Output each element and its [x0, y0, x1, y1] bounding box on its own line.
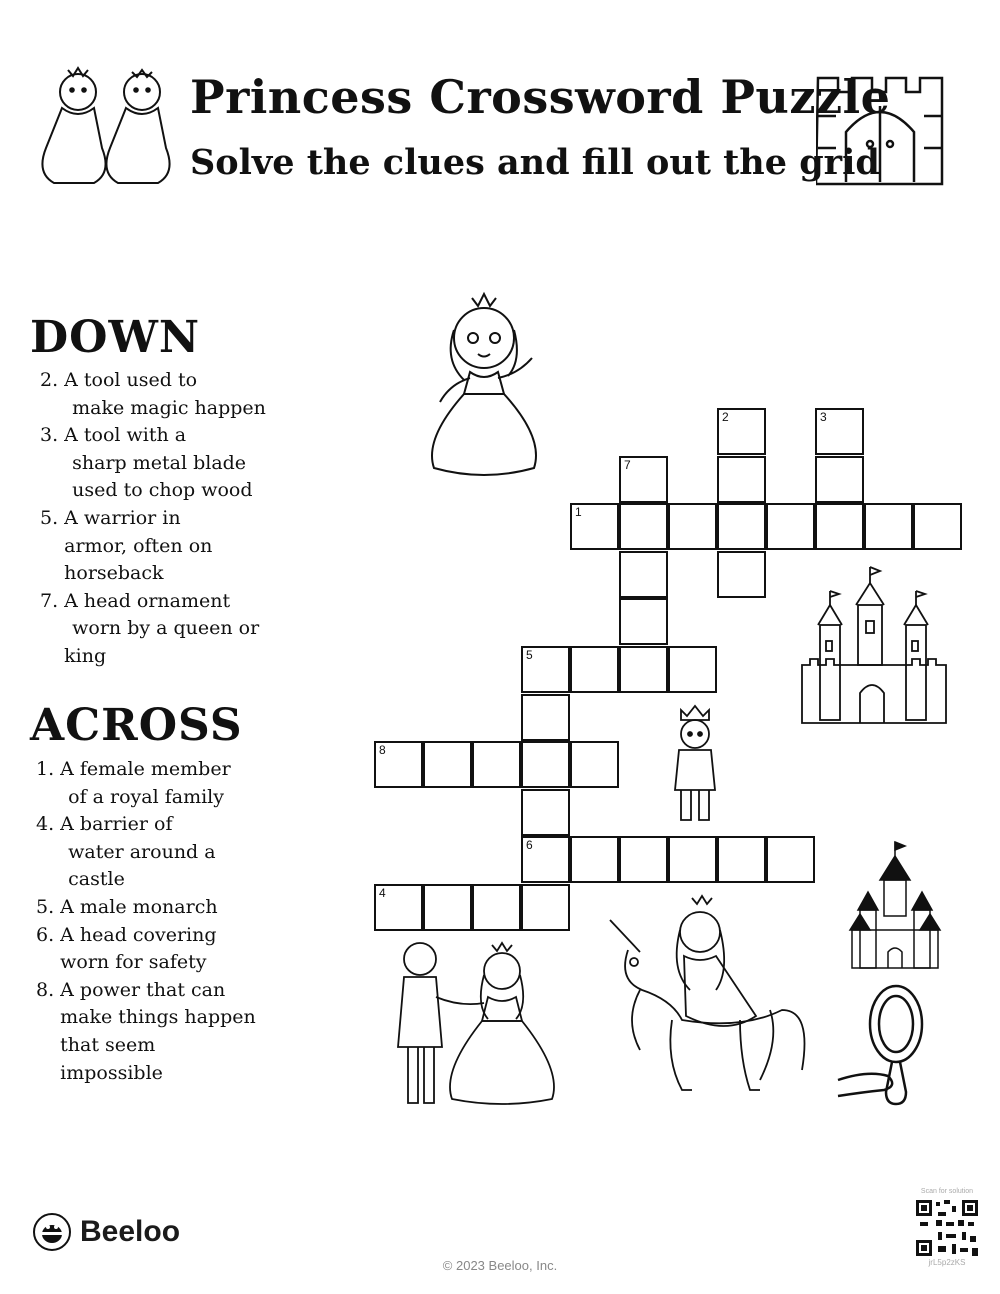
clue-text: castle	[68, 868, 125, 891]
crossword-cell[interactable]	[521, 789, 570, 836]
clue-text: horseback	[64, 562, 164, 585]
across-clue-5	[36, 894, 276, 922]
crossword-cell[interactable]	[717, 456, 766, 503]
clue-text: A warrior in	[64, 506, 181, 529]
clue-text: sharp metal blade	[72, 451, 247, 474]
across-clue-8	[36, 977, 276, 1087]
clue-text: of a royal family	[68, 785, 224, 808]
clue-number: 7.	[40, 589, 59, 612]
qr-code-id: jrL5p2zKS	[928, 1258, 966, 1267]
crossword-cell[interactable]	[668, 836, 717, 883]
crossword-cell[interactable]	[570, 741, 619, 788]
clue-text: king	[64, 644, 107, 667]
crossword-cell[interactable]	[619, 836, 668, 883]
clue-number: 1.	[36, 758, 55, 780]
down-clue-list	[40, 367, 280, 671]
crossword-cell[interactable]	[619, 646, 668, 693]
crossword-cell[interactable]	[472, 741, 521, 788]
crossword-cell[interactable]	[521, 836, 570, 883]
clue-number: 2.	[40, 369, 59, 391]
down-clue-5	[40, 505, 280, 588]
crossword-cell[interactable]	[521, 884, 570, 931]
page-subtitle: Solve the clues and fill out the grid	[190, 142, 880, 183]
down-heading: DOWN	[30, 312, 201, 363]
crossword-cell[interactable]	[815, 408, 864, 455]
qr-label: Scan for solution	[920, 1188, 974, 1195]
cell-number: 8	[379, 743, 386, 758]
crossword-cell[interactable]	[570, 836, 619, 883]
crossword-cell[interactable]	[521, 646, 570, 693]
cell-number: 6	[526, 838, 533, 853]
princess-illustration	[420, 280, 570, 480]
clue-text: armor, often on	[64, 534, 213, 557]
clue-text: impossible	[60, 1061, 163, 1084]
clue-text: A head covering	[60, 923, 217, 946]
crossword-cell[interactable]	[766, 836, 815, 883]
clue-text: A tool with a	[64, 424, 187, 447]
clue-text: that seem	[60, 1033, 156, 1056]
crossword-cell[interactable]	[423, 884, 472, 931]
crossword-cell[interactable]	[374, 741, 423, 788]
bee-icon	[32, 1212, 72, 1252]
clue-text: A tool used to	[64, 369, 198, 391]
crossword-cell[interactable]	[521, 694, 570, 741]
clue-text: A male monarch	[60, 895, 218, 918]
clue-text: A barrier of	[60, 813, 173, 836]
crossword-cell[interactable]	[913, 503, 962, 550]
qr-code-image[interactable]	[916, 1200, 978, 1256]
clue-text: make things happen	[60, 1006, 256, 1029]
clue-text: make magic happen	[72, 396, 266, 419]
crossword-cell[interactable]	[619, 456, 668, 503]
crossword-cell[interactable]	[717, 836, 766, 883]
crossword-cell[interactable]	[619, 598, 668, 645]
page-title: Princess Crossword Puzzle	[190, 70, 891, 124]
crossword-cell[interactable]	[570, 503, 619, 550]
across-clue-list	[36, 756, 276, 1087]
cell-number: 5	[526, 648, 533, 662]
cell-number: 1	[575, 505, 582, 520]
crossword-cell[interactable]	[815, 456, 864, 503]
brand-name: Beeloo	[80, 1215, 181, 1248]
across-clue-1	[36, 756, 276, 811]
castle-illustration	[800, 565, 950, 730]
crossword-cell[interactable]	[570, 646, 619, 693]
clue-text: water around a	[68, 840, 216, 863]
crossword-cell[interactable]	[668, 503, 717, 550]
crossword-cell[interactable]	[717, 551, 766, 598]
clue-number: 5.	[36, 895, 55, 918]
prince-illustration	[665, 700, 725, 830]
cell-number: 4	[379, 886, 386, 900]
castle-gate-illustration	[816, 76, 944, 186]
crossword-cell[interactable]	[472, 884, 521, 931]
crossword-cell[interactable]	[815, 503, 864, 550]
copyright-text: © 2023 Beeloo, Inc.	[442, 1258, 558, 1273]
down-clue-3	[40, 422, 280, 505]
crossword-cell[interactable]	[766, 503, 815, 550]
crossword-cell[interactable]	[619, 503, 668, 550]
princess-pair-illustration	[40, 60, 180, 195]
cell-number: 7	[624, 457, 631, 472]
clue-number: 4.	[36, 813, 55, 836]
clue-number: 6.	[36, 923, 55, 946]
princess-unicorn-illustration	[600, 890, 815, 1105]
clue-text: A female member	[60, 758, 231, 780]
couple-illustration	[380, 935, 565, 1110]
crossword-cell[interactable]	[521, 741, 570, 788]
crossword-cell[interactable]	[717, 408, 766, 455]
across-heading: ACROSS	[30, 700, 243, 751]
clue-number: 5.	[40, 506, 59, 529]
clue-text: A head ornament	[64, 589, 231, 612]
cell-number: 2	[722, 410, 729, 424]
across-clue-6	[36, 922, 276, 977]
crossword-cell[interactable]	[423, 741, 472, 788]
clue-text: worn by a queen or	[72, 617, 260, 640]
hand-mirror-illustration	[836, 980, 946, 1115]
cell-number: 3	[820, 410, 827, 424]
down-clue-2	[40, 367, 280, 422]
across-clue-4	[36, 811, 276, 894]
beeloo-logo	[32, 1212, 180, 1252]
down-clue-7	[40, 588, 280, 671]
crossword-cell[interactable]	[619, 551, 668, 598]
clue-number: 3.	[40, 424, 59, 447]
clue-text: A power that can	[60, 978, 226, 1001]
crossword-cell[interactable]	[668, 646, 717, 693]
crossword-cell[interactable]	[864, 503, 913, 550]
clue-number: 8.	[36, 978, 55, 1001]
clue-text: used to chop wood	[72, 479, 253, 502]
clue-text: worn for safety	[60, 951, 207, 974]
crossword-cell[interactable]	[717, 503, 766, 550]
crossword-cell[interactable]	[374, 884, 423, 931]
small-castle-illustration	[848, 840, 943, 972]
